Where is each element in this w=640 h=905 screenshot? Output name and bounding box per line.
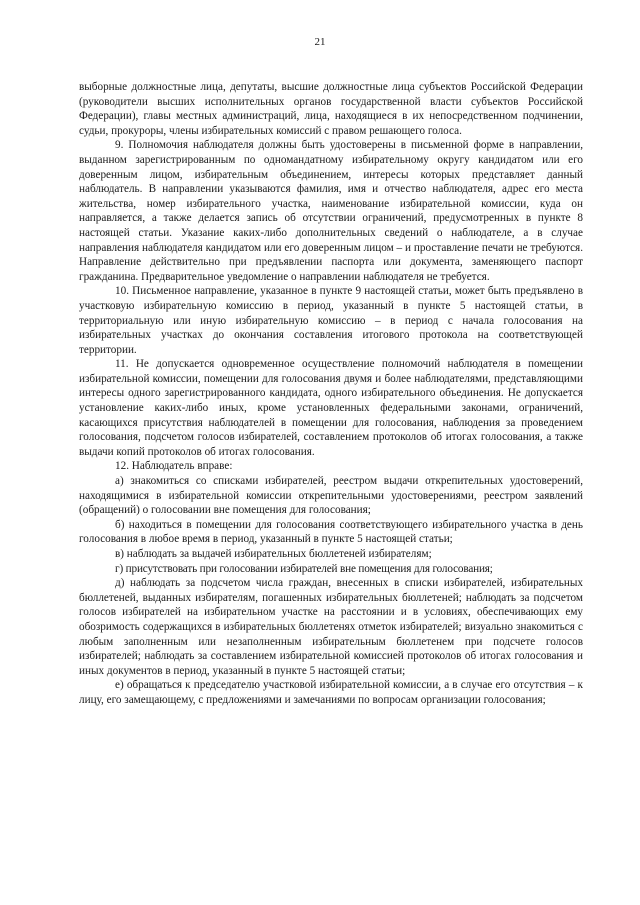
paragraph-12v: в) наблюдать за выдачей избирательных бюллетеней избирателям; <box>115 548 432 560</box>
document-body <box>79 80 583 708</box>
paragraph-12e: е) обращаться к председателю участковой избирательной комиссии, а в случае его отсутствия – к лицу, его замещающему, с предложениями и замечаниями по вопросам организации голосования; <box>79 679 583 706</box>
paragraph-12b: б) находиться в помещении для голосования соответствующего избирательного участка в день голосования в любое время в период, указанный в пункте 5 настоящей статьи; <box>79 518 583 546</box>
paragraph-11: 11. Не допускается одновременное осуществление полномочий наблюдателя в помещении избирательной комиссии, помещении для голосования двумя и более наблюдателями, представляющими интересы одного зарегистрированного кандидата, одного избирательного объединения. Не допускается установление каких-либо иных, кроме установленных федеральными законами, ограничений, касающихся присутствия наблюдателей в помещении для голосования, наблюдения за проведением голосования, подсчетом голосов избирателей, составлением протоколов об итогах голосования, а также выдачи копий протоколов об итогах голосования. <box>79 358 583 458</box>
paragraph-12g: г) присутствовать при голосовании избирателей вне помещения для голосования; <box>115 562 493 575</box>
paragraph-9: 9. Полномочия наблюдателя должны быть удостоверены в письменной форме в направлении, выданном зарегистрированным по одномандатному избирательному округу кандидатом или его доверенным лицом, избирательным объединением, интересы которых представляет данный наблюдатель. В направлении указываются фамилия, имя и отчество наблюдателя, адрес его места жительства, номер избирательного участка, наименование избирательной комиссии, куда он направляется, а также делается запись об отсутствии ограничений, предусмотренных в пункте 8 настоящей статьи. Указание каких-либо дополнительных сведений о наблюдателе, а в случае направления наблюдателя кандидатом или его доверенным лицом – и проставление печати не требуются. Направление действительно при предъявлении паспорта или документа, заменяющего паспорт гражданина. Предварительное уведомление о направлении наблюдателя не требуется. <box>79 139 583 283</box>
paragraph-10: 10. Письменное направление, указанное в пункте 9 настоящей статьи, может быть предъявлено в участковую избирательную комиссию в период, указанный в пункте 5 настоящей статьи, в территориальную или иную избирательную комиссию – в период с начала голосования на избирательных участках до окончания составления итогового протокола на соответствующей территории. <box>79 285 583 356</box>
paragraph-12d: д) наблюдать за подсчетом числа граждан, внесенных в списки избирателей, избирательных бюллетеней, выданных избирателям, погашенных избирательных бюллетеней; наблюдать за подсчетом голосов избирателей на избирательном участке на расстоянии и в условиях, обеспечивающих ему обозримость содержащихся в избирательных бюллетенях отметок избирателей; визуально знакомиться с любым заполненным или незаполненным избирательным бюллетенем при подсчете голосов избирателей; наблюдать за составлением избирательной комиссией протоколов об итогах голосования и иных документов в период, указанный в пункте 5 настоящей статьи; <box>79 577 583 677</box>
paragraph-eligibility-continuation: выборные должностные лица, депутаты, высшие должностные лица субъектов Российской Федерации (руководители высших исполнительных органов государственной власти субъектов Российской Федерации), главы местных администраций, лица, находящиеся в их непосредственном подчинении, судьи, прокуроры, члены избирательных комиссий с правом решающего голоса. <box>79 81 583 137</box>
paragraph-12a: а) знакомиться со списками избирателей, реестром выдачи открепительных удостоверений, находящимися в избирательной комиссии открепительными удостоверениями, реестром заявлений (обращений) о голосовании вне помещения для голосования; <box>79 475 583 517</box>
paragraph-12-heading: 12. Наблюдатель вправе: <box>115 460 233 473</box>
page-number: 21 <box>314 36 326 48</box>
